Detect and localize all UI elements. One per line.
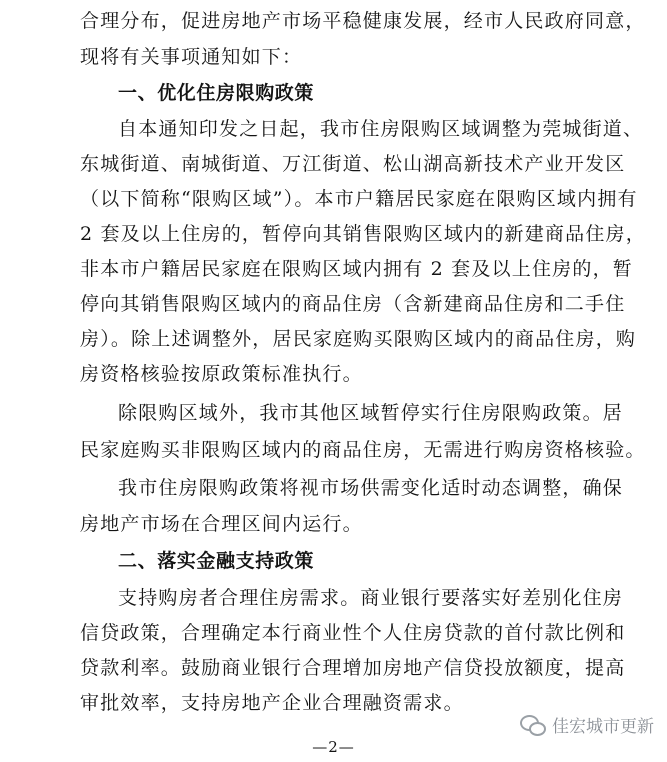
watermark-text: 佳宏城市更新 bbox=[552, 717, 654, 737]
paragraph-line: 房地产市场在合理区间内运行。 bbox=[80, 513, 363, 535]
paragraph-line: 审批效率，支持房地产企业合理融资需求。 bbox=[80, 692, 464, 714]
paragraph-line: （以下简称“限购区域”）。本市户籍居民家庭在限购区域内拥有 bbox=[80, 188, 638, 210]
paragraph-line: 除限购区域外，我市其他区域暂停实行住房限购政策。居 bbox=[118, 402, 624, 424]
paragraph-line: 东城街道、南城街道、万江街道、松山湖高新技术产业开发区 bbox=[80, 153, 626, 175]
paragraph-line: 民家庭购买非限购区域内的商品住房，无需进行购房资格核验。 bbox=[80, 439, 646, 461]
paragraph-line: 房资格核验按原政策标准执行。 bbox=[80, 363, 363, 385]
paragraph-line: 非本市户籍居民家庭在限购区域内拥有 2 套及以上住房的，暂 bbox=[80, 258, 633, 280]
watermark bbox=[520, 712, 654, 737]
paragraph-line: 停向其销售限购区域内的商品住房（含新建商品住房和二手住 bbox=[80, 293, 626, 315]
section-heading-financial-support: 二、落实金融支持政策 bbox=[118, 550, 315, 572]
paragraph-line: 我市住房限购政策将视市场供需变化适时动态调整，确保 bbox=[118, 477, 624, 499]
wechat-icon bbox=[520, 714, 546, 736]
paragraph-line: 贷款利率。鼓励商业银行合理增加房地产信贷投放额度，提高 bbox=[80, 657, 626, 679]
paragraph-line: 房）。除上述调整外，居民家庭购买限购区域内的商品住房，购 bbox=[80, 328, 637, 350]
page-number: —2— bbox=[312, 738, 355, 756]
paragraph-line: 自本通知印发之日起，我市住房限购区域调整为莞城街道、 bbox=[118, 118, 644, 140]
paragraph-line: 2 套及以上住房的，暂停向其销售限购区域内的新建商品住房， bbox=[80, 223, 646, 245]
section-heading-purchase-restriction: 一、优化住房限购政策 bbox=[118, 82, 315, 104]
paragraph-intro-line: 合理分布，促进房地产市场平稳健康发展，经市人民政府同意， bbox=[80, 10, 646, 32]
paragraph-line: 信贷政策，合理确定本行商业性个人住房贷款的首付款比例和 bbox=[80, 622, 626, 644]
paragraph-line: 支持购房者合理住房需求。商业银行要落实好差别化住房 bbox=[118, 587, 624, 609]
paragraph-intro-line: 现将有关事项通知如下： bbox=[80, 46, 303, 68]
